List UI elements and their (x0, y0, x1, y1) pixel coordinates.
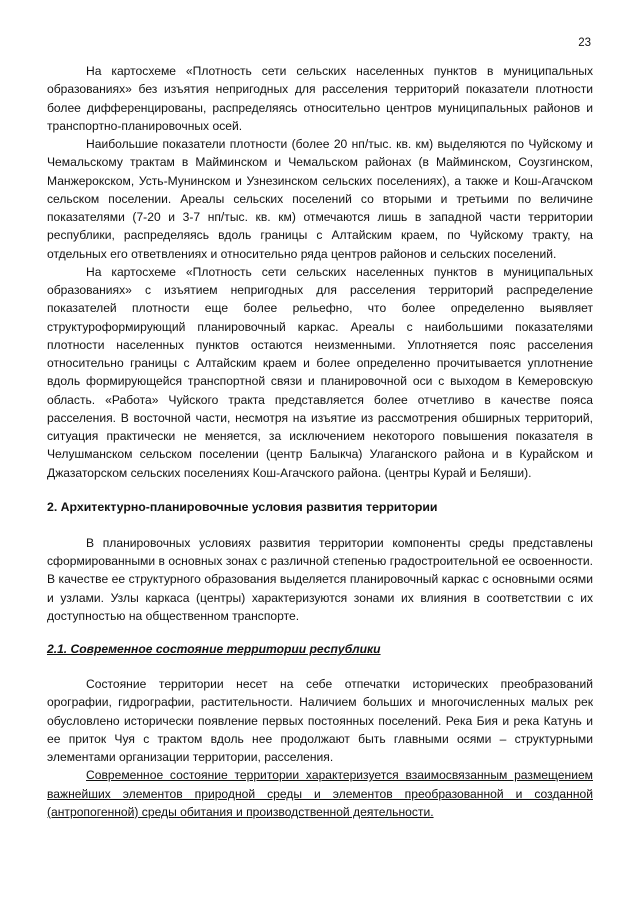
section-heading: 2. Архитектурно-планировочные условия развития территории (47, 499, 438, 514)
paragraph-density-without-exclusion: На картосхеме «Плотность сети сельских населенных пунктов в муниципальных образованиях» без изъятия непригодных для расселения территорий показатели плотности более дифференцированы, распределяясь относительно центров муниципальных районов и транспортно-планировочных осей. (47, 64, 593, 133)
paragraph-planning-conditions: В планировочных условиях развития территории компоненты среды представлены сформированными в основных зонах с различной степенью градостроительной ее освоенности. В качестве ее структурного образования выделяется планировочный каркас с основными осями и узлами. Узлы каркаса (центры) характеризуются зонами их влияния в соответствии с их доступностью на общественном транспорте. (47, 535, 593, 623)
subsection-heading: 2.1. Современное состояние территории республики (47, 642, 381, 656)
paragraph-density-with-exclusion: На картосхеме «Плотность сети сельских населенных пунктов в муниципальных образованиях» с изъятием непригодных для расселения территорий распределение показателей плотности еще более рельефно, что более определенно выявляет структуроформирующий планировочный каркас. Ареалы с наибольшими показателями плотности населенных пунктов остаются неизменными. Уплотняется пояс расселения относительно границы с Алтайским краем и более определенно прочитывается уплотнение вдоль формирующейся транспортной связи и планировочной оси с выходом в Кемеровскую область. «Работа» Чуйского тракта представляется более отчетливо в качестве пояса расселения. В восточной части, несмотря на изъятие из рассмотрения обширных территорий, ситуация практически не меняется, за исключением некоторого повышения показателя в Челушманском сельском поселении (центр Балыкча) Улаганского района и в Курайском и Джазаторском сельских поселениях Кош-Агачского района. (центры Курай и Беляши). (47, 264, 593, 480)
paragraph-highest-density: Наибольшие показатели плотности (более 20 нп/тыс. кв. км) выделяются по Чуйскому и Чемальскому трактам в Майминском и Чемальском районах (в Майминском, Соузгинском, Манжерокском, Усть-Мунинском и Узнезинском сельских поселениях), а также и Кош-Агачском сельском поселении. Ареалы сельских поселений со вторыми и третьими по величине показателями (7-20 и 3-7 нп/тыс. кв. км) отмечаются лишь в западной части территории республики, распределяясь вдоль границы с Алтайским краем, по Чуйскому тракту, на отдельных его ответвлениях и относительно ряда центров районов и сельских поселений. (47, 137, 593, 261)
page-content (47, 62, 593, 821)
paragraph-territory-state: Состояние территории несет на себе отпечатки исторических преобразований орографии, гидрографии, растительности. Наличием больших и многочисленных малых рек обусловлено исторически появление первых постоянных поселений. Река Бия и река Катунь и ее приток Чуя с трактом вдоль нее продолжают быть главными осями – структурными элементами организации территории, расселения. (47, 677, 593, 764)
page-number: 23 (578, 37, 591, 49)
paragraph-current-state-underlined: Современное состояние территории характеризуется взаимосвязанным размещением важнейших элементов природной среды и элементов преобразованной и созданной (антропогенной) среды обитания и производственной деятельности. (47, 768, 593, 819)
